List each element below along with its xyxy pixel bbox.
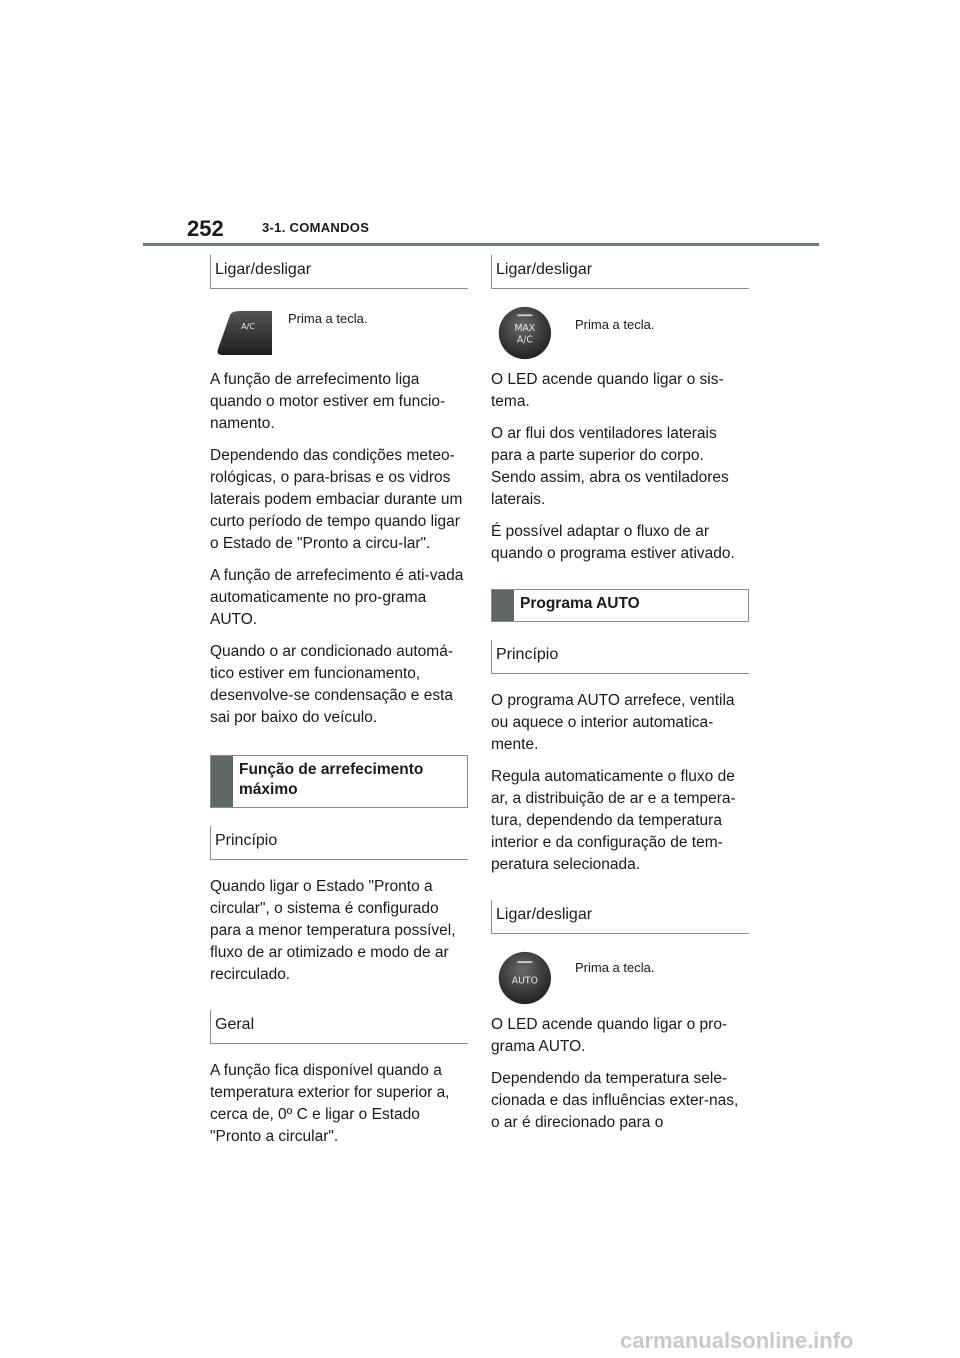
- section-bar-title: Função de arrefecimento máximo: [239, 761, 424, 798]
- paragraph: É possível adaptar o fluxo de ar quando o programa estiver ativado.: [491, 523, 735, 562]
- paragraph: Dependendo da temperatura sele-cionada e das influências exter-nas, o ar é direcionado para o: [491, 1070, 739, 1131]
- paragraph: Dependendo das condições meteo-rológicas, o para-brisas e os vidros laterais podem embaciar durante um curto período de tempo quando ligar o Estado de "Pronto a circu-lar".: [210, 447, 463, 552]
- subheading-ligar-desligar: Ligar/desligar: [491, 255, 749, 289]
- paragraph: O ar flui dos ventiladores laterais para a parte superior do corpo. Sendo assim, abra os ventiladores laterais.: [491, 425, 729, 508]
- chapter-title: 3-1. COMANDOS: [262, 220, 370, 235]
- subheading-ligar-desligar: Ligar/desligar: [491, 900, 749, 934]
- auto-key-label: AUTO: [511, 975, 538, 987]
- right-column: [491, 255, 749, 1144]
- ac-button-icon: [210, 305, 274, 361]
- page-number: 252: [187, 216, 224, 241]
- max-ac-key-label-bottom: A/C: [516, 334, 533, 346]
- page-header: [143, 212, 819, 246]
- header-rule: [143, 243, 819, 246]
- left-column: [210, 255, 468, 1158]
- paragraph: O LED acende quando ligar o pro-grama AUTO.: [491, 1016, 728, 1055]
- max-ac-key-row: [491, 305, 749, 361]
- auto-key-row: [491, 950, 749, 1006]
- section-bar-tab: [492, 590, 514, 621]
- section-bar-max-cooling: [210, 755, 468, 808]
- paragraph: A função de arrefecimento é ati-vada automaticamente no pro-grama AUTO.: [210, 567, 464, 628]
- auto-button-icon: [491, 950, 555, 1006]
- max-ac-key-label-top: MAX: [514, 323, 536, 335]
- watermark: carmanualsonline.info: [620, 1328, 854, 1353]
- key-note: Prima a tecla.: [575, 317, 655, 332]
- key-note: Prima a tecla.: [288, 311, 368, 326]
- subheading-geral: Geral: [210, 1010, 468, 1044]
- section-bar-title: Programa AUTO: [520, 595, 640, 612]
- ac-key-label: A/C: [241, 322, 255, 331]
- key-note: Prima a tecla.: [575, 960, 655, 975]
- section-bar-tab: [211, 756, 233, 807]
- subheading-ligar-desligar: Ligar/desligar: [210, 255, 468, 289]
- paragraph: Regula automaticamente o fluxo de ar, a distribuição de ar e a tempera-tura, dependendo da temperatura interior e da configuração de tem-peratura selecionada.: [491, 768, 736, 873]
- section-bar-programa-auto: [491, 589, 749, 622]
- subheading-principio: Princípio: [210, 826, 468, 860]
- paragraph: O programa AUTO arrefece, ventila ou aquece o interior automatica-mente.: [491, 692, 735, 753]
- max-ac-button-icon: [491, 305, 555, 361]
- paragraph: Quando ligar o Estado "Pronto a circular", o sistema é configurado para a menor temperatura possível, fluxo de ar otimizado e modo de ar recirculado.: [210, 878, 456, 983]
- paragraph: A função fica disponível quando a temperatura exterior for superior a, cerca de, 0º C e ligar o Estado "Pronto a circular".: [210, 1062, 450, 1145]
- paragraph: O LED acende quando ligar o sis-tema.: [491, 371, 724, 410]
- ac-key-row: [210, 305, 468, 361]
- paragraph: A função de arrefecimento liga quando o motor estiver em funcio-namento.: [210, 371, 446, 432]
- paragraph: Quando o ar condicionado automá-tico estiver em funcionamento, desenvolve-se condensação e esta sai por baixo do veículo.: [210, 643, 453, 726]
- subheading-principio: Princípio: [491, 640, 749, 674]
